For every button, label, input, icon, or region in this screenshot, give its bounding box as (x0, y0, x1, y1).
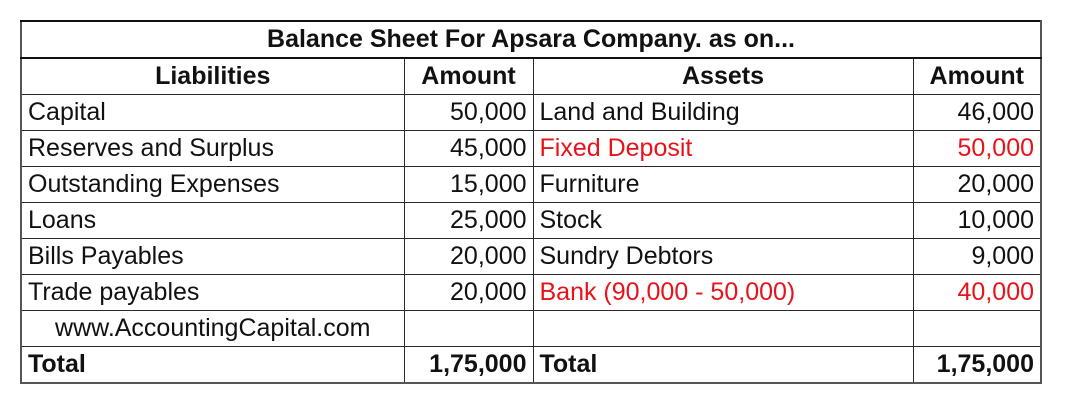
asset-name-highlighted: Bank (90,000 - 50,000) (533, 275, 913, 311)
table-row (21, 203, 1041, 239)
header-assets: Assets (533, 58, 913, 95)
asset-amount: 46,000 (913, 95, 1041, 131)
asset-total-amount: 1,75,000 (913, 347, 1041, 384)
liability-amount: 45,000 (404, 131, 533, 167)
liability-name: Outstanding Expenses (21, 167, 404, 203)
watermark-text: www.AccountingCapital.com (21, 311, 404, 347)
table-row (21, 239, 1041, 275)
total-row (21, 347, 1041, 384)
asset-name: Stock (533, 203, 913, 239)
asset-name: Furniture (533, 167, 913, 203)
empty-cell (533, 311, 913, 347)
liability-amount: 50,000 (404, 95, 533, 131)
table-row (21, 167, 1041, 203)
empty-cell (913, 311, 1041, 347)
table-row (21, 95, 1041, 131)
asset-name: Sundry Debtors (533, 239, 913, 275)
header-assets-amount: Amount (913, 58, 1041, 95)
liability-name: Bills Payables (21, 239, 404, 275)
asset-name: Land and Building (533, 95, 913, 131)
empty-cell (404, 311, 533, 347)
liability-name: Trade payables (21, 275, 404, 311)
liability-amount: 20,000 (404, 239, 533, 275)
asset-name-highlighted: Fixed Deposit (533, 131, 913, 167)
asset-amount: 10,000 (913, 203, 1041, 239)
asset-amount: 9,000 (913, 239, 1041, 275)
table-row (21, 131, 1041, 167)
asset-amount: 20,000 (913, 167, 1041, 203)
asset-amount-highlighted: 40,000 (913, 275, 1041, 311)
liability-amount: 20,000 (404, 275, 533, 311)
sheet-title: Balance Sheet For Apsara Company. as on... (21, 21, 1041, 58)
header-liabilities-amount: Amount (404, 58, 533, 95)
liability-total-amount: 1,75,000 (404, 347, 533, 384)
header-row (21, 58, 1041, 95)
watermark-row (21, 311, 1041, 347)
title-row (21, 21, 1041, 58)
liability-total-label: Total (21, 347, 404, 384)
liability-name: Reserves and Surplus (21, 131, 404, 167)
asset-amount-highlighted: 50,000 (913, 131, 1041, 167)
liability-amount: 15,000 (404, 167, 533, 203)
liability-amount: 25,000 (404, 203, 533, 239)
balance-sheet-table (20, 20, 1042, 384)
liability-name: Capital (21, 95, 404, 131)
header-liabilities: Liabilities (21, 58, 404, 95)
liability-name: Loans (21, 203, 404, 239)
table-row (21, 275, 1041, 311)
asset-total-label: Total (533, 347, 913, 384)
